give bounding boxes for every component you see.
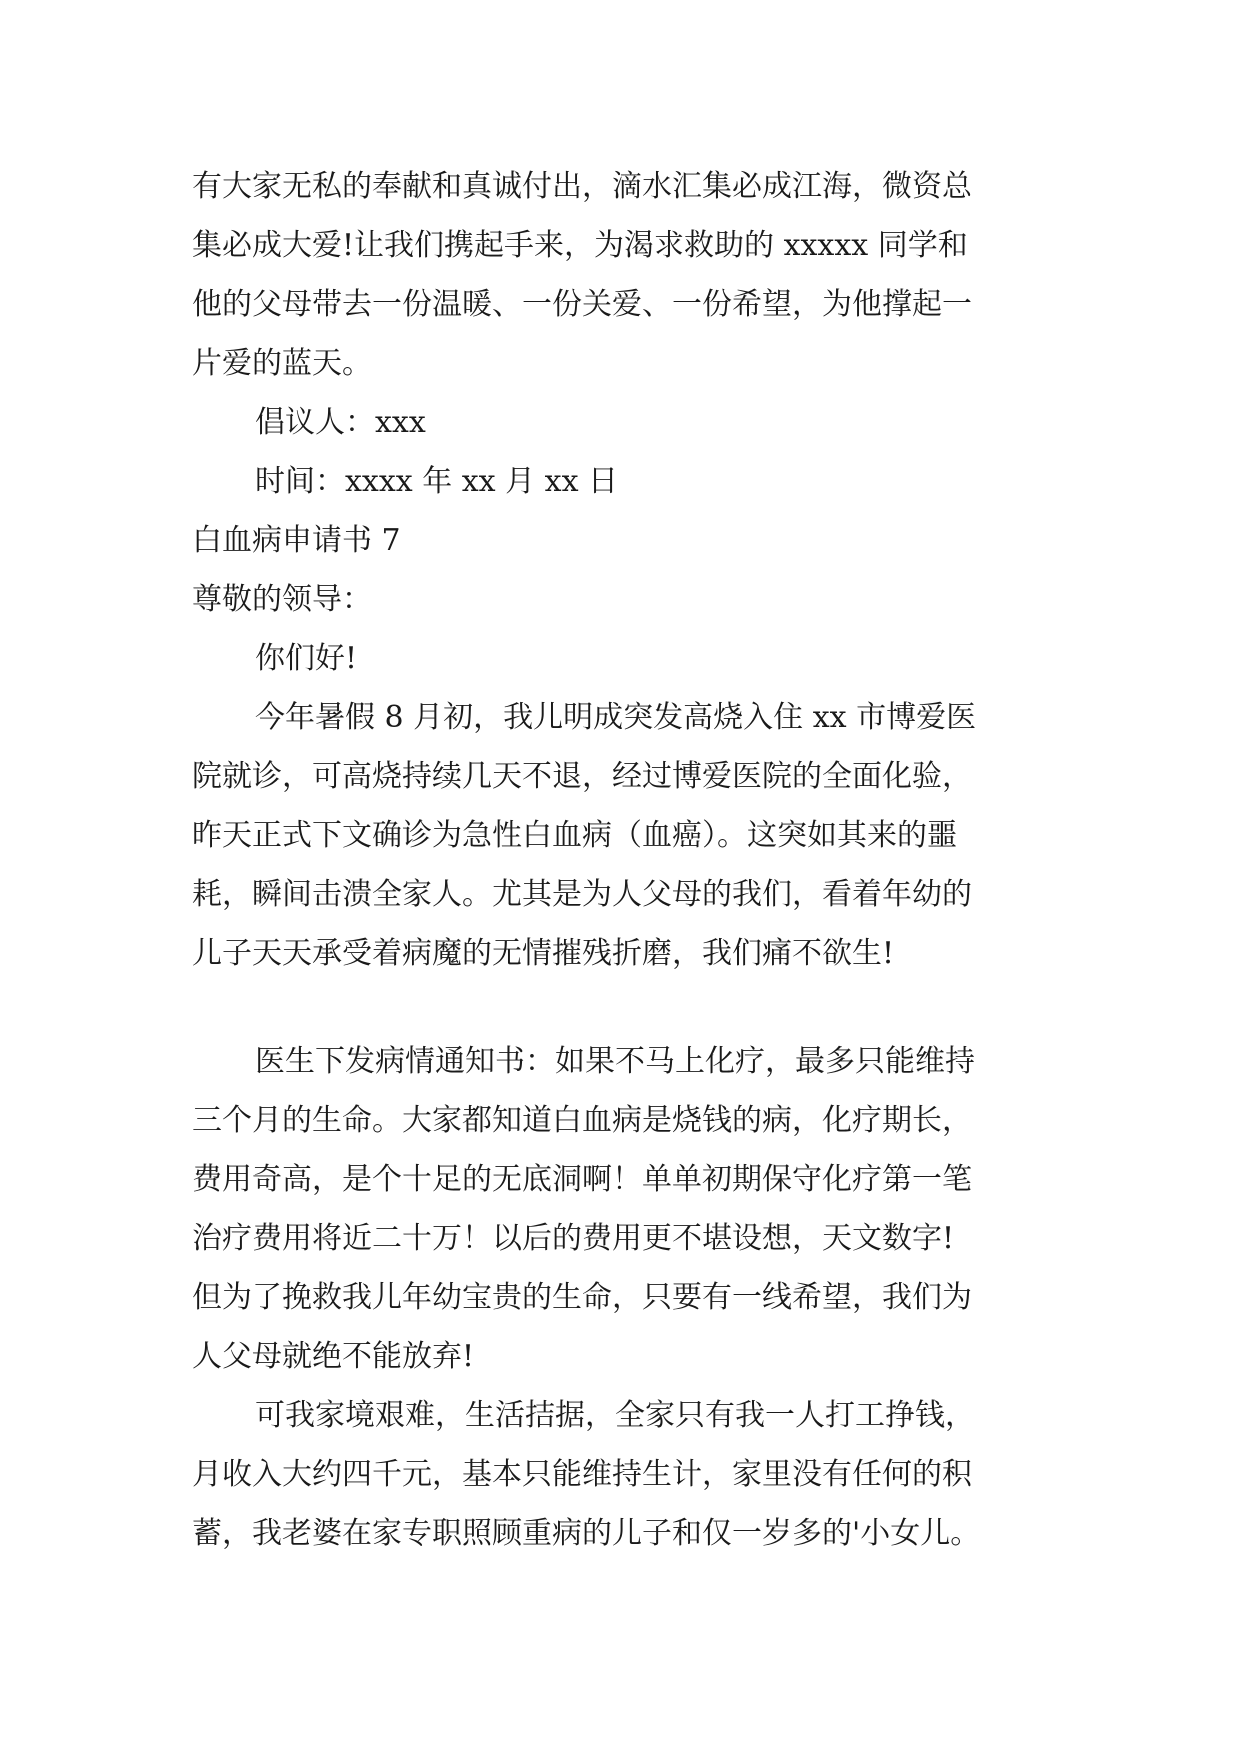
paragraph-line: 可我家境艰难，生活拮据，全家只有我一人打工挣钱，: [255, 1398, 975, 1433]
paragraph-line: 月收入大约四千元，基本只能维持生计，家里没有任何的积: [192, 1457, 972, 1492]
paragraph-line: 人父母就绝不能放弃!: [192, 1339, 475, 1374]
paragraph-line: 三个月的生命。大家都知道白血病是烧钱的病，化疗期长，: [192, 1103, 972, 1138]
proposer-line: 倡议人：xxx: [255, 405, 426, 440]
greeting: 你们好!: [255, 641, 358, 676]
paragraph-line: 费用奇高，是个十足的无底洞啊！单单初期保守化疗第一笔: [192, 1162, 972, 1197]
paragraph-line: 有大家无私的奉献和真诚付出，滴水汇集必成江海，微资总: [192, 169, 972, 204]
paragraph-line: 但为了挽救我儿年幼宝贵的生命，只要有一线希望，我们为: [192, 1280, 972, 1315]
paragraph-line: 耗，瞬间击溃全家人。尤其是为人父母的我们，看着年幼的: [192, 877, 972, 912]
paragraph-line: 儿子天天承受着病魔的无情摧残折磨，我们痛不欲生!: [192, 936, 895, 971]
salutation: 尊敬的领导：: [192, 582, 372, 617]
paragraph-line: 蓄，我老婆在家专职照顾重病的儿子和仅一岁多的'小女儿。: [192, 1516, 981, 1551]
paragraph-line: 治疗费用将近二十万！以后的费用更不堪设想，天文数字!: [192, 1221, 955, 1256]
date-line: 时间：xxxx 年 xx 月 xx 日: [255, 464, 619, 499]
paragraph-line: 医生下发病情通知书：如果不马上化疗，最多只能维持: [255, 1044, 975, 1079]
paragraph-line: 他的父母带去一份温暖、一份关爱、一份希望，为他撑起一: [192, 287, 972, 322]
paragraph-line: 片爱的蓝天。: [192, 346, 372, 381]
paragraph-line: 院就诊，可高烧持续几天不退，经过博爱医院的全面化验，: [192, 759, 972, 794]
section-title: 白血病申请书 7: [192, 523, 401, 558]
paragraph-line: 今年暑假 8 月初，我儿明成突发高烧入住 xx 市博爱医: [255, 700, 977, 735]
paragraph-line: 昨天正式下文确诊为急性白血病（血癌）。这突如其来的噩: [192, 818, 957, 853]
paragraph-line: 集必成大爱!让我们携起手来，为渴求救助的 xxxxx 同学和: [192, 228, 968, 263]
